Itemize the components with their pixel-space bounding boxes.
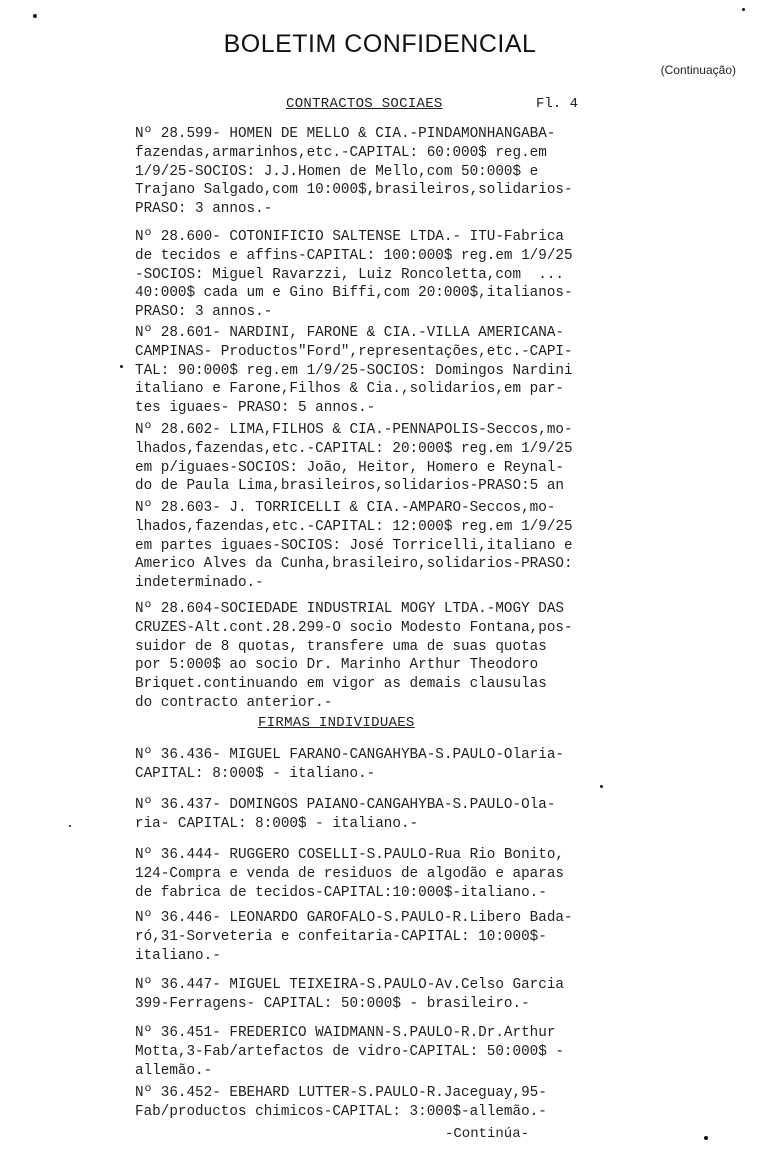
scan-speck — [742, 8, 745, 11]
entry-line: 124-Compra e venda de residuos de algodão e aparas — [135, 865, 564, 882]
entry-line: allemão.- — [135, 1062, 213, 1079]
scan-speck — [600, 785, 603, 788]
entry-line: CRUZES-Alt.cont.28.299-O socio Modesto Fontana,pos- — [135, 619, 573, 636]
entry-line: ria- CAPITAL: 8:000$ - italiano.- — [135, 815, 419, 832]
contract-entry-28599 — [135, 125, 635, 219]
scan-speck — [704, 1136, 708, 1140]
firm-entry-36437 — [135, 796, 635, 834]
firm-entry-36447 — [135, 976, 635, 1014]
entry-line: Nº 28.600- COTONIFICIO SALTENSE LTDA.- ITU-Fabrica — [135, 229, 564, 245]
continuation-note: (Continuação) — [660, 63, 736, 77]
continues-note: -Continúa- — [445, 1126, 530, 1142]
firm-entry-36444 — [135, 846, 635, 902]
entry-line: Nº 36.452- EBEHARD LUTTER-S.PAULO-R.Jaceguay,95- — [135, 1085, 547, 1101]
contract-entry-28602 — [135, 421, 635, 496]
entry-line: PRASO: 3 annos.- — [135, 304, 273, 321]
entry-line: PRASO: 3 annos.- — [135, 201, 273, 218]
entry-line: Briquet.continuando em vigor as demais clausulas — [135, 676, 547, 693]
section-heading-firmas: FIRMAS INDIVIDUAES — [258, 715, 415, 731]
entry-line: fazendas,armarinhos,etc.-CAPITAL: 60:000$ reg.em — [135, 144, 547, 161]
entry-line: Nº 28.604-SOCIEDADE INDUSTRIAL MOGY LTDA.-MOGY DAS — [135, 601, 564, 617]
entry-line: -SOCIOS: Miguel Ravarzzi, Luiz Roncoletta,com ... — [135, 266, 564, 283]
entry-line: CAMPINAS- Productos"Ford",representações,etc.-CAPI- — [135, 343, 573, 360]
entry-line: TAL: 90:000$ reg.em 1/9/25-SOCIOS: Domingos Nardini — [135, 362, 573, 379]
entry-line: de tecidos e affins-CAPITAL: 100:000$ reg.em 1/9/25 — [135, 247, 573, 264]
firm-entry-36436 — [135, 746, 635, 784]
page-title: BOLETIM CONFIDENCIAL — [223, 30, 537, 58]
contract-entry-28604 — [135, 600, 635, 713]
entry-line: do de Paula Lima,brasileiros,solidarios-PRASO:5 an — [135, 478, 564, 495]
entry-line: 1/9/25-SOCIOS: J.J.Homen de Mello,com 50:000$ e — [135, 163, 539, 180]
entry-line: indeterminado.- — [135, 575, 264, 592]
entry-line: Nº 36.446- LEONARDO GAROFALO-S.PAULO-R.Libero Bada- — [135, 910, 573, 926]
entry-line: Americo Alves da Cunha,brasileiro,solidarios-PRASO: — [135, 556, 573, 573]
firm-entry-36446 — [135, 909, 635, 965]
entry-line: lhados,fazendas,etc.-CAPITAL: 12:000$ reg.em 1/9/25 — [135, 518, 573, 535]
entry-line: Nº 36.437- DOMINGOS PAIANO-CANGAHYBA-S.PAULO-Ola- — [135, 797, 556, 813]
entry-line: por 5:000$ ao socio Dr. Marinho Arthur Theodoro — [135, 657, 539, 674]
entry-line: italiano.- — [135, 947, 221, 964]
entry-line: Nº 28.601- NARDINI, FARONE & CIA.-VILLA AMERICANA- — [135, 325, 564, 341]
entry-line: Trajano Salgado,com 10:000$,brasileiros,solidarios- — [135, 182, 573, 199]
firm-entry-36452 — [135, 1084, 635, 1122]
folio-number: Fl. 4 — [536, 96, 579, 112]
entry-line: tes iguaes- PRASO: 5 annos.- — [135, 400, 376, 417]
entry-line: Nº 36.436- MIGUEL FARANO-CANGAHYBA-S.PAULO-Olaria- — [135, 747, 564, 763]
entry-line: italiano e Farone,Filhos & Cia.,solidarios,em par- — [135, 381, 564, 398]
entry-line: CAPITAL: 8:000$ - italiano.- — [135, 765, 376, 782]
entry-line: Nº 28.599- HOMEN DE MELLO & CIA.-PINDAMONHANGABA- — [135, 126, 556, 142]
scan-speck — [69, 825, 71, 827]
entry-line: suidor de 8 quotas, transfere uma de suas quotas — [135, 638, 547, 655]
entry-line: Motta,3-Fab/artefactos de vidro-CAPITAL: 50:000$ - — [135, 1043, 564, 1060]
entry-line: Nº 36.444- RUGGERO COSELLI-S.PAULO-Rua Rio Bonito, — [135, 847, 564, 863]
entry-line: em partes iguaes-SOCIOS: José Torricelli,italiano e — [135, 537, 573, 554]
scan-speck — [120, 365, 123, 368]
entry-line: 40:000$ cada um e Gino Biffi,com 20:000$,italianos- — [135, 285, 573, 302]
section-heading-contractos: CONTRACTOS SOCIAES — [286, 96, 443, 112]
firm-entry-36451 — [135, 1024, 635, 1080]
contract-entry-28601 — [135, 324, 635, 418]
entry-line: Nº 36.451- FREDERICO WAIDMANN-S.PAULO-R.Dr.Arthur — [135, 1025, 556, 1041]
contract-entry-28600 — [135, 228, 635, 322]
entry-line: Nº 28.603- J. TORRICELLI & CIA.-AMPARO-Seccos,mo- — [135, 500, 556, 516]
entry-line: ró,31-Sorveteria e confeitaria-CAPITAL: 10:000$- — [135, 928, 547, 945]
entry-line: do contracto anterior.- — [135, 694, 333, 711]
scan-speck — [33, 14, 37, 18]
entry-line: 399-Ferragens- CAPITAL: 50:000$ - brasileiro.- — [135, 995, 530, 1012]
contract-entry-28603 — [135, 499, 635, 593]
entry-line: Nº 36.447- MIGUEL TEIXEIRA-S.PAULO-Av.Celso Garcia — [135, 977, 564, 993]
entry-line: Nº 28.602- LIMA,FILHOS & CIA.-PENNAPOLIS-Seccos,mo- — [135, 422, 573, 438]
entry-line: lhados,fazendas,etc.-CAPITAL: 20:000$ reg.em 1/9/25 — [135, 440, 573, 457]
entry-line: em p/iguaes-SOCIOS: João, Heitor, Homero e Reynal- — [135, 459, 564, 476]
entry-line: de fabrica de tecidos-CAPITAL:10:000$-italiano.- — [135, 884, 547, 901]
entry-line: Fab/productos chimicos-CAPITAL: 3:000$-allemão.- — [135, 1103, 547, 1120]
